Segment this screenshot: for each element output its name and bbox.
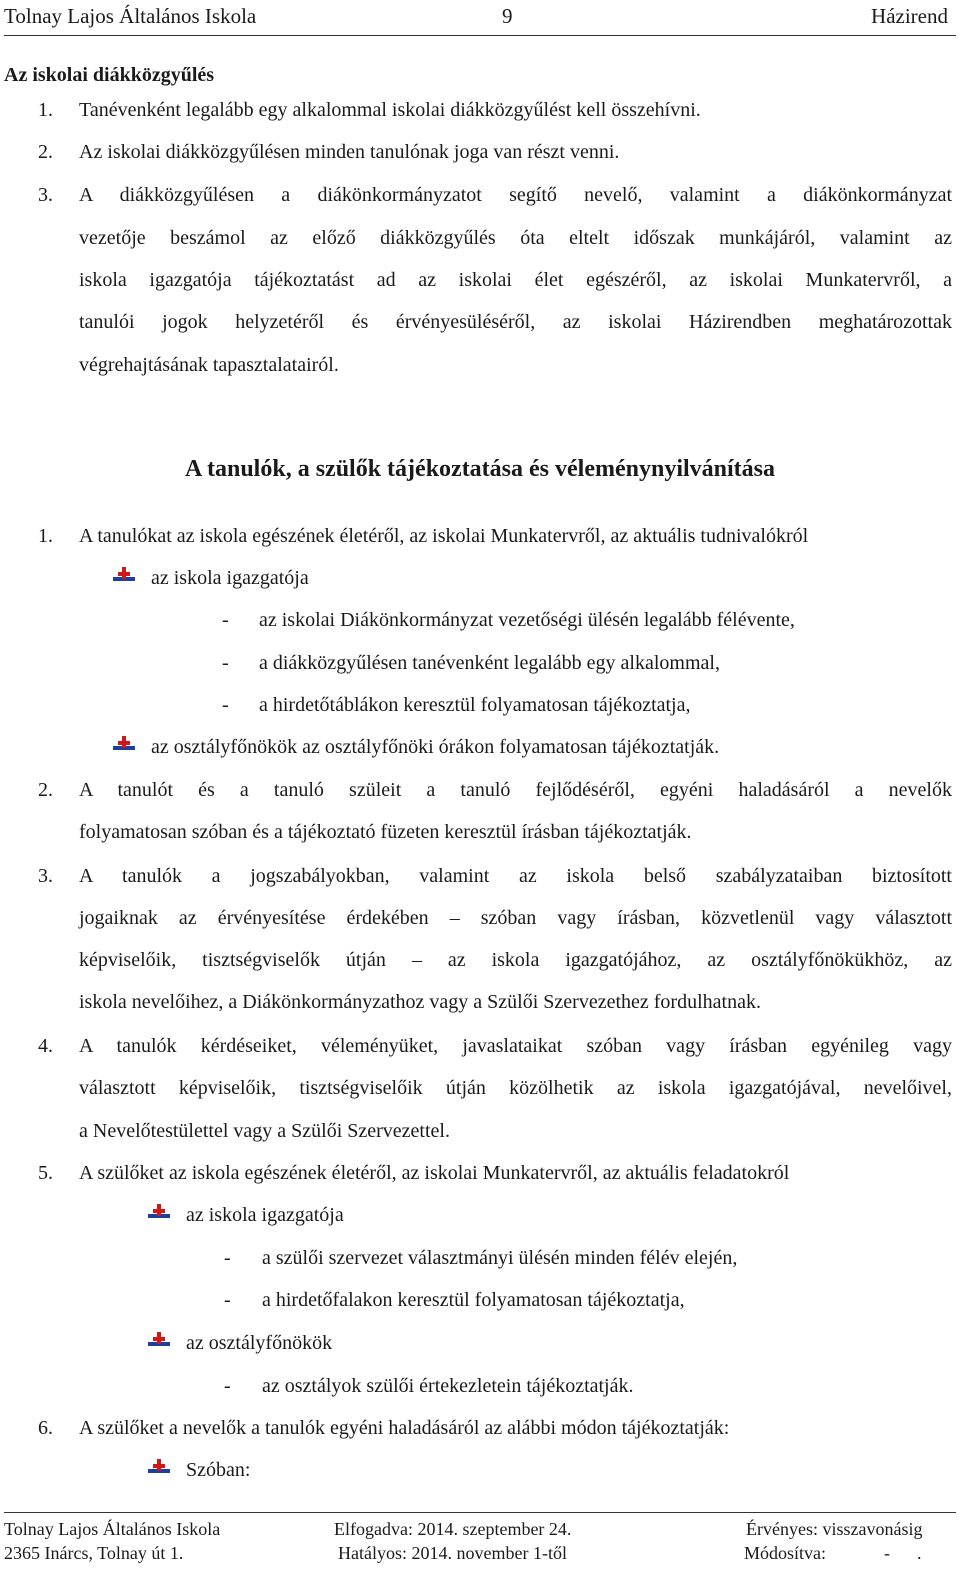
item-text-line: tanulói jogok helyzetéről és érvényesüléséről, az iskolai Házirendben meghatározottak (79, 311, 952, 333)
item-number: 2. (38, 779, 53, 801)
dash-item-text: a szülői szervezet választmányi ülésén minden félév elején, (262, 1247, 738, 1269)
item-text-line: képviselőik, tisztségviselők útján – az iskola igazgatójához, az osztályfőnökükhöz, az (79, 949, 952, 971)
footer-school: Tolnay Lajos Általános Iskola (4, 1519, 221, 1539)
footer-modified-value: - . (884, 1543, 922, 1563)
bullet-text: Szóban: (186, 1459, 251, 1481)
item-number: 3. (38, 184, 53, 206)
section-title-diakkozgyules: Az iskolai diákközgyűlés (4, 64, 215, 86)
item-text: A tanulókat az iskola egészének életéről, az iskolai Munkatervről, az aktuális tudnivalókról (79, 525, 809, 547)
footer-address: 2365 Inárcs, Tolnay út 1. (4, 1543, 184, 1563)
arrow-bullet-icon (113, 734, 135, 754)
dash-item-text: a hirdetőfalakon keresztül folyamatosan tájékoztatja, (262, 1289, 685, 1311)
dash-item-text: a hirdetőtáblákon keresztül folyamatosan tájékoztatja, (259, 694, 691, 716)
item-text-line: a Nevelőtestülettel vagy a Szülői Szervezettel. (79, 1120, 450, 1142)
bullet-text: az iskola igazgatója (151, 567, 309, 589)
footer-modified-label: Módosítva: (744, 1543, 827, 1563)
page-header (4, 0, 956, 36)
item-text-line: iskola nevelőihez, a Diákönkormányzathoz vagy a Szülői Szervezethez fordulhatnak. (79, 991, 761, 1013)
item-text-line: iskola igazgatója tájékoztatást ad az iskolai élet egészéről, az iskolai Munkatervről, a (79, 269, 952, 291)
item-number: 5. (38, 1162, 53, 1184)
arrow-bullet-icon (148, 1330, 170, 1350)
item-number: 6. (38, 1417, 53, 1439)
item-text: Tanévenként legalább egy alkalommal iskolai diákközgyűlést kell összehívni. (79, 99, 701, 121)
dash-item-text: a diákközgyűlésen tanévenként legalább egy alkalommal, (259, 652, 720, 674)
header-doc-title: Házirend (871, 4, 948, 28)
item-text-line: A tanulók kérdéseiket, véleményüket, javaslataikat szóban vagy írásban egyénileg vagy (79, 1035, 952, 1057)
item-text-line: vezetője beszámol az előző diákközgyűlés óta eltelt időszak munkájáról, valamint az (79, 227, 952, 249)
item-text: Az iskolai diákközgyűlésen minden tanulónak joga van részt venni. (79, 141, 620, 163)
page-number: 9 (502, 4, 513, 28)
bullet-text: az osztályfőnökök az osztályfőnöki órákon folyamatosan tájékoztatják. (151, 736, 720, 758)
item-number: 1. (38, 99, 53, 121)
item-text-line: választott képviselőik, tisztségviselőik útján közölhetik az iskola igazgatójával, nevelőivel, (79, 1077, 952, 1099)
item-text-line: A diákközgyűlésen a diákönkormányzatot segítő nevelő, valamint a diákönkormányzat (79, 184, 952, 206)
item-text-line: folyamatosan szóban és a tájékoztató füzeten keresztül írásban tájékoztatják. (79, 821, 692, 843)
item-number: 2. (38, 141, 53, 163)
arrow-bullet-icon (113, 565, 135, 585)
dash-marker: - (222, 609, 229, 631)
item-text: A szülőket a nevelők a tanulók egyéni haladásáról az alábbi módon tájékoztatják: (79, 1417, 730, 1439)
dash-marker: - (224, 1289, 231, 1311)
item-number: 3. (38, 865, 53, 887)
section-heading: A tanulók, a szülők tájékoztatása és véleménynyilvánítása (184, 456, 775, 482)
dash-item-text: az osztályok szülői értekezletein tájékoztatják. (262, 1375, 634, 1397)
item-text-line: végrehajtásának tapasztalatairól. (79, 354, 339, 376)
dash-marker: - (224, 1375, 231, 1397)
dash-item-text: az iskolai Diákönkormányzat vezetőségi ülésén legalább félévente, (259, 609, 795, 631)
item-text-line: A tanulók a jogszabályokban, valamint az iskola belső szabályzataiban biztosított (79, 865, 952, 887)
header-school: Tolnay Lajos Általános Iskola (4, 4, 257, 28)
item-text: A szülőket az iskola egészének életéről, az iskolai Munkatervről, az aktuális feladatokról (79, 1162, 790, 1184)
dash-marker: - (224, 1247, 231, 1269)
dash-marker: - (222, 694, 229, 716)
dash-marker: - (222, 652, 229, 674)
page-footer (4, 1512, 956, 1563)
bullet-text: az osztályfőnökök (186, 1332, 333, 1354)
item-text-line: jogaiknak az érvényesítése érdekében – szóban vagy írásban, közvetlenül vagy választott (79, 907, 952, 929)
item-number: 1. (38, 525, 53, 547)
footer-effective: Hatályos: 2014. november 1-től (338, 1543, 567, 1563)
item-text-line: A tanulót és a tanuló szüleit a tanuló fejlődéséről, egyéni haladásáról a nevelők (79, 779, 952, 801)
footer-accepted: Elfogadva: 2014. szeptember 24. (334, 1519, 572, 1539)
bullet-text: az iskola igazgatója (186, 1204, 344, 1226)
arrow-bullet-icon (148, 1202, 170, 1222)
footer-valid: Érvényes: visszavonásig (746, 1519, 923, 1539)
arrow-bullet-icon (148, 1457, 170, 1477)
item-number: 4. (38, 1035, 53, 1057)
